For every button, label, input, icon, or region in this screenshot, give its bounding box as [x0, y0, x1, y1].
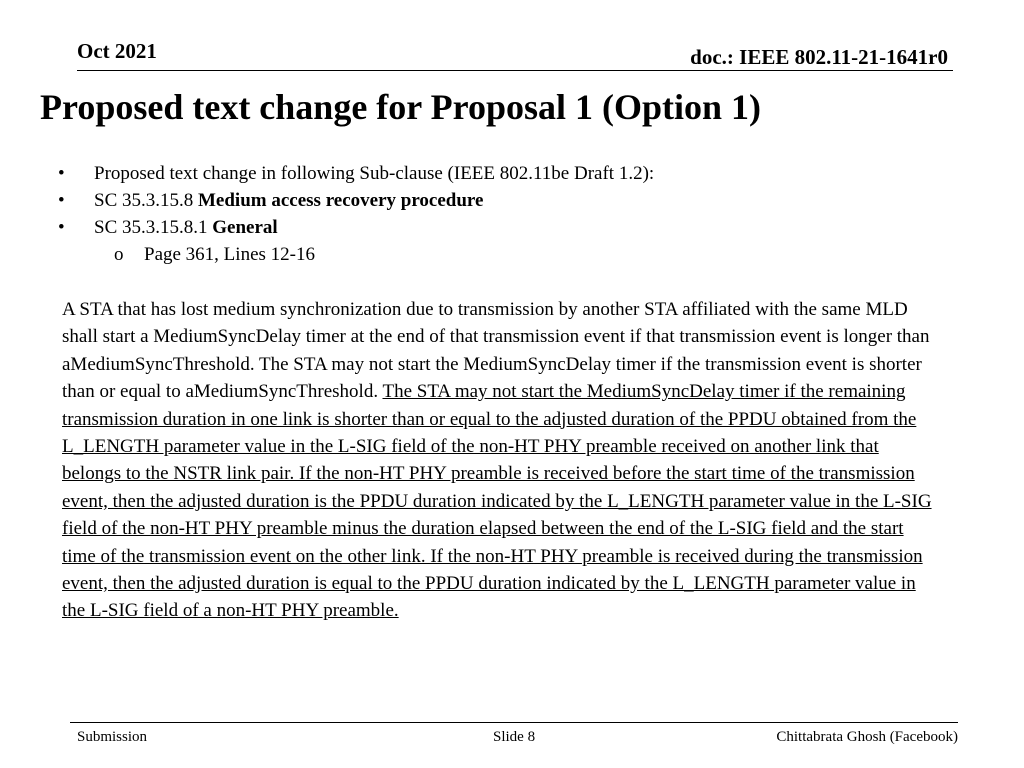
bullet-item	[58, 160, 958, 187]
bullet-item	[58, 187, 958, 214]
bullet-text: SC 35.3.15.8 Medium access recovery procedure	[94, 190, 484, 211]
bullet-text: SC 35.3.15.8.1 General	[94, 217, 278, 238]
existing-text: A STA that has lost medium synchronization due to transmission by another STA affiliated with the same MLD shall start a MediumSyncDelay timer at the end of that transmission event if that transmission event is longer than aMediumSyncThreshold. The STA may not start the MediumSyncDelay timer if the transmission event is shorter than or equal to aMediumSyncThreshold.	[62, 299, 930, 403]
proposed-text-paragraph	[62, 296, 932, 625]
header-doc-id: doc.: IEEE 802.11-21-1641r0	[690, 45, 948, 69]
inserted-text: The STA may not start the MediumSyncDelay timer if the remaining transmission duration in one link is shorter than or equal to the adjusted duration of the PPDU obtained from the L_LENGTH parameter value in the L-SIG field of the non-HT PHY preamble received on another link that belongs to the NSTR link pair. If the non-HT PHY preamble is received before the start time of the transmission event, then the adjusted duration is the PPDU duration indicated by the L_LENGTH parameter value in the L-SIG field of the non-HT PHY preamble minus the duration elapsed between the end of the L-SIG field and the start time of the transmission event on the other link. If the non-HT PHY preamble is received during the transmission event, then the adjusted duration is equal to the PPDU duration indicated by the L_LENGTH parameter value in the L-SIG field of a non-HT PHY preamble.	[62, 381, 932, 622]
header-divider	[77, 70, 953, 71]
sub-bullet-marker: o	[114, 244, 124, 265]
bullet-list	[58, 160, 958, 268]
sub-bullet-text: Page 361, Lines 12-16	[144, 244, 315, 265]
bullet-marker: •	[58, 190, 65, 211]
bullet-marker: •	[58, 163, 65, 184]
header-date: Oct 2021	[77, 39, 157, 63]
bullet-marker: •	[58, 217, 65, 238]
bullet-item	[58, 214, 958, 241]
footer-author: Chittabrata Ghosh (Facebook)	[776, 729, 958, 745]
sub-bullet-item	[58, 241, 958, 268]
footer-submission: Submission	[77, 729, 148, 745]
footer-slide-number: Slide 8	[493, 729, 536, 745]
footer-divider	[70, 722, 958, 723]
slide-title: Proposed text change for Proposal 1 (Option 1)	[40, 87, 761, 127]
bullet-text: Proposed text change in following Sub-clause (IEEE 802.11be Draft 1.2):	[94, 163, 655, 184]
